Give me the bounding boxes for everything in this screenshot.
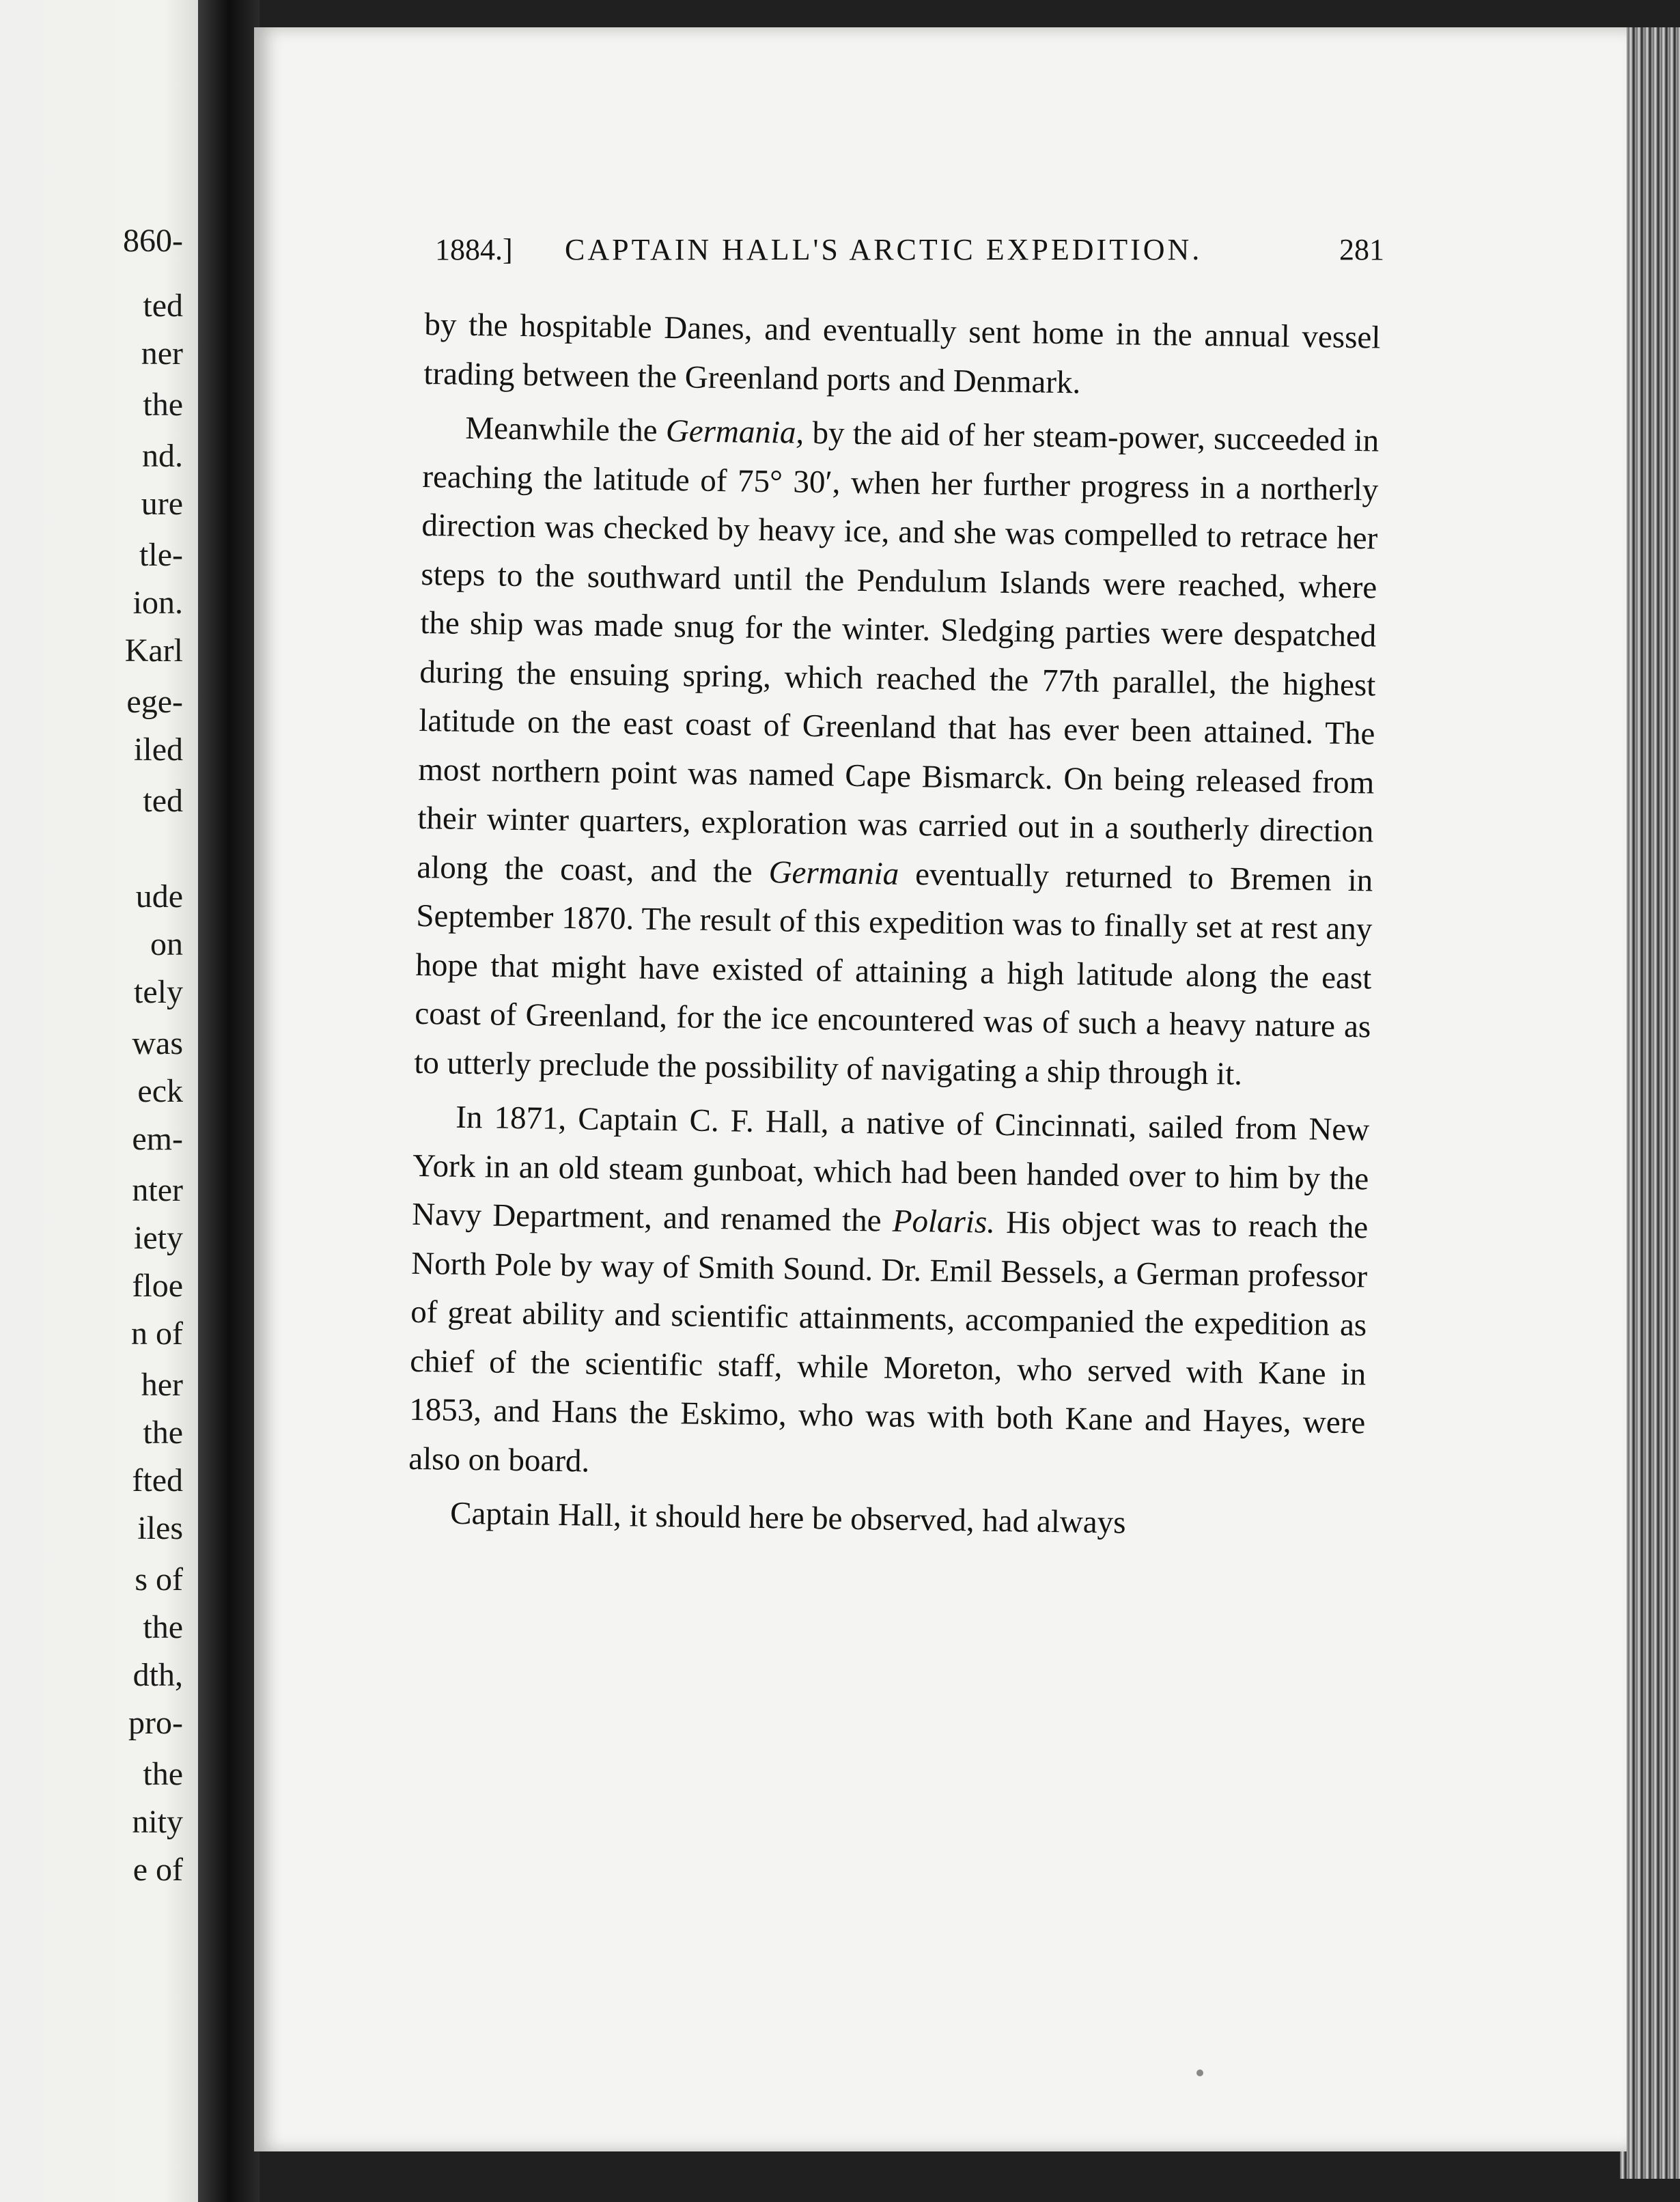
paragraph-4	[408, 1489, 1364, 1551]
left-page-fragment: em-	[132, 1121, 183, 1157]
left-page-fragment: n of	[131, 1315, 183, 1352]
left-page-fragment: iles	[137, 1510, 183, 1546]
left-page-fragment: tely	[134, 974, 183, 1010]
text-run: Meanwhile the	[465, 410, 667, 449]
left-page-fragment: ege-	[126, 684, 183, 720]
left-page-fragment: iety	[134, 1220, 183, 1256]
left-page-fragment: nity	[132, 1804, 183, 1840]
header-year: 1884.]	[435, 233, 513, 266]
left-page	[0, 0, 205, 2202]
left-page-fragment: e of	[132, 1852, 183, 1888]
italic-ship-name: Polaris.	[892, 1203, 996, 1240]
left-page-fragment: the	[143, 387, 183, 423]
left-page-fragment: pro-	[128, 1705, 183, 1741]
header-title: CAPTAIN HALL'S ARCTIC EXPEDITION.	[565, 233, 1203, 266]
page-number: 281	[1339, 233, 1384, 266]
italic-ship-name: Germania	[768, 854, 899, 892]
page-edges	[1620, 27, 1680, 2179]
left-page-fragment: her	[141, 1367, 183, 1403]
left-page-fragment: s of	[135, 1561, 183, 1598]
running-header	[435, 232, 1384, 280]
text-run: eventually returned to Bremen in September 1870. The result of this expedition was to finally set at rest any hope that might have existed of attaining a high latitude along the east coast of Greenland, for the ice encountered was of such a heavy nature as to utterly preclude the possibility of navigating a ship through it.	[414, 856, 1373, 1092]
left-page-fragment: ner	[141, 335, 183, 372]
left-page-fragment: ted	[143, 288, 183, 324]
text-run: His object was to reach the North Pole by way of Smith Sound. Dr. Emil Bessels, a German professor of great ability and scientific attainments, accompanied the expedition as chief of the scientific staff, while Moreton, who served with Kane in 1853, and Hans the Eskimo, who was with both Kane and Hayes, were also on board.	[408, 1204, 1369, 1479]
left-page-fragment: the	[143, 1609, 183, 1645]
left-page-fragment: nter	[132, 1172, 183, 1208]
left-page-fragment: on	[150, 926, 183, 962]
left-page-fragment: Karl	[124, 632, 183, 669]
text-run: Captain Hall, it should here be observed, had always	[449, 1495, 1126, 1541]
body-text	[408, 301, 1381, 1551]
book-gutter	[198, 0, 260, 2202]
left-page-fragment: nd.	[142, 438, 183, 474]
text-run: by the hospitable Danes, and eventually sent home in the annual vessel trading between the Greenland ports and Denmark.	[423, 306, 1381, 400]
left-page-fragment: the	[143, 1414, 183, 1451]
left-page-fragment: ted	[143, 783, 183, 819]
left-page-fragment: floe	[132, 1268, 183, 1304]
italic-ship-name: Germania,	[665, 413, 804, 451]
text-run: by the aid of her steam-power, succeeded in reaching the latitude of 75° 30′, when her further progress in a northerly direction was checked by heavy ice, and she was compelled to retrace her steps to the southward until the Pendulum Islands were reached, where the ship was made snug for the winter. Sledging parties were despatched during the ensuing spring, which reached the 77th parallel, the highest latitude on the east coast of Greenland that has ever been attained. The most northern point was named Cape Bismarck. On being released from their winter quarters, exploration was carried out in a southerly direction along the coast, and the	[417, 415, 1380, 890]
left-page-fragment: was	[132, 1025, 183, 1061]
paragraph-1	[423, 301, 1381, 412]
left-page-fragment: 860-	[123, 223, 183, 259]
text-run: In 1871, Captain C. F. Hall, a native of Cincinnati, sailed from New York in an old steam gunboat, which had been handed over to him by the Navy Department, and renamed the	[411, 1099, 1370, 1239]
left-page-fragment: ude	[135, 878, 183, 915]
right-page	[254, 27, 1627, 2151]
left-page-fragment: eck	[137, 1073, 183, 1109]
dust-speck	[1196, 2069, 1203, 2076]
paragraph-2	[414, 404, 1380, 1100]
left-page-fragment: iled	[134, 731, 183, 768]
left-page-fragment: fted	[132, 1462, 183, 1499]
paragraph-3	[408, 1093, 1370, 1496]
left-page-fragment: dth,	[132, 1657, 183, 1693]
left-page-fragment: ure	[141, 486, 183, 522]
left-page-fragment: the	[143, 1756, 183, 1792]
left-page-fragment: ion.	[132, 585, 183, 621]
left-page-fragment: tle-	[139, 537, 183, 573]
